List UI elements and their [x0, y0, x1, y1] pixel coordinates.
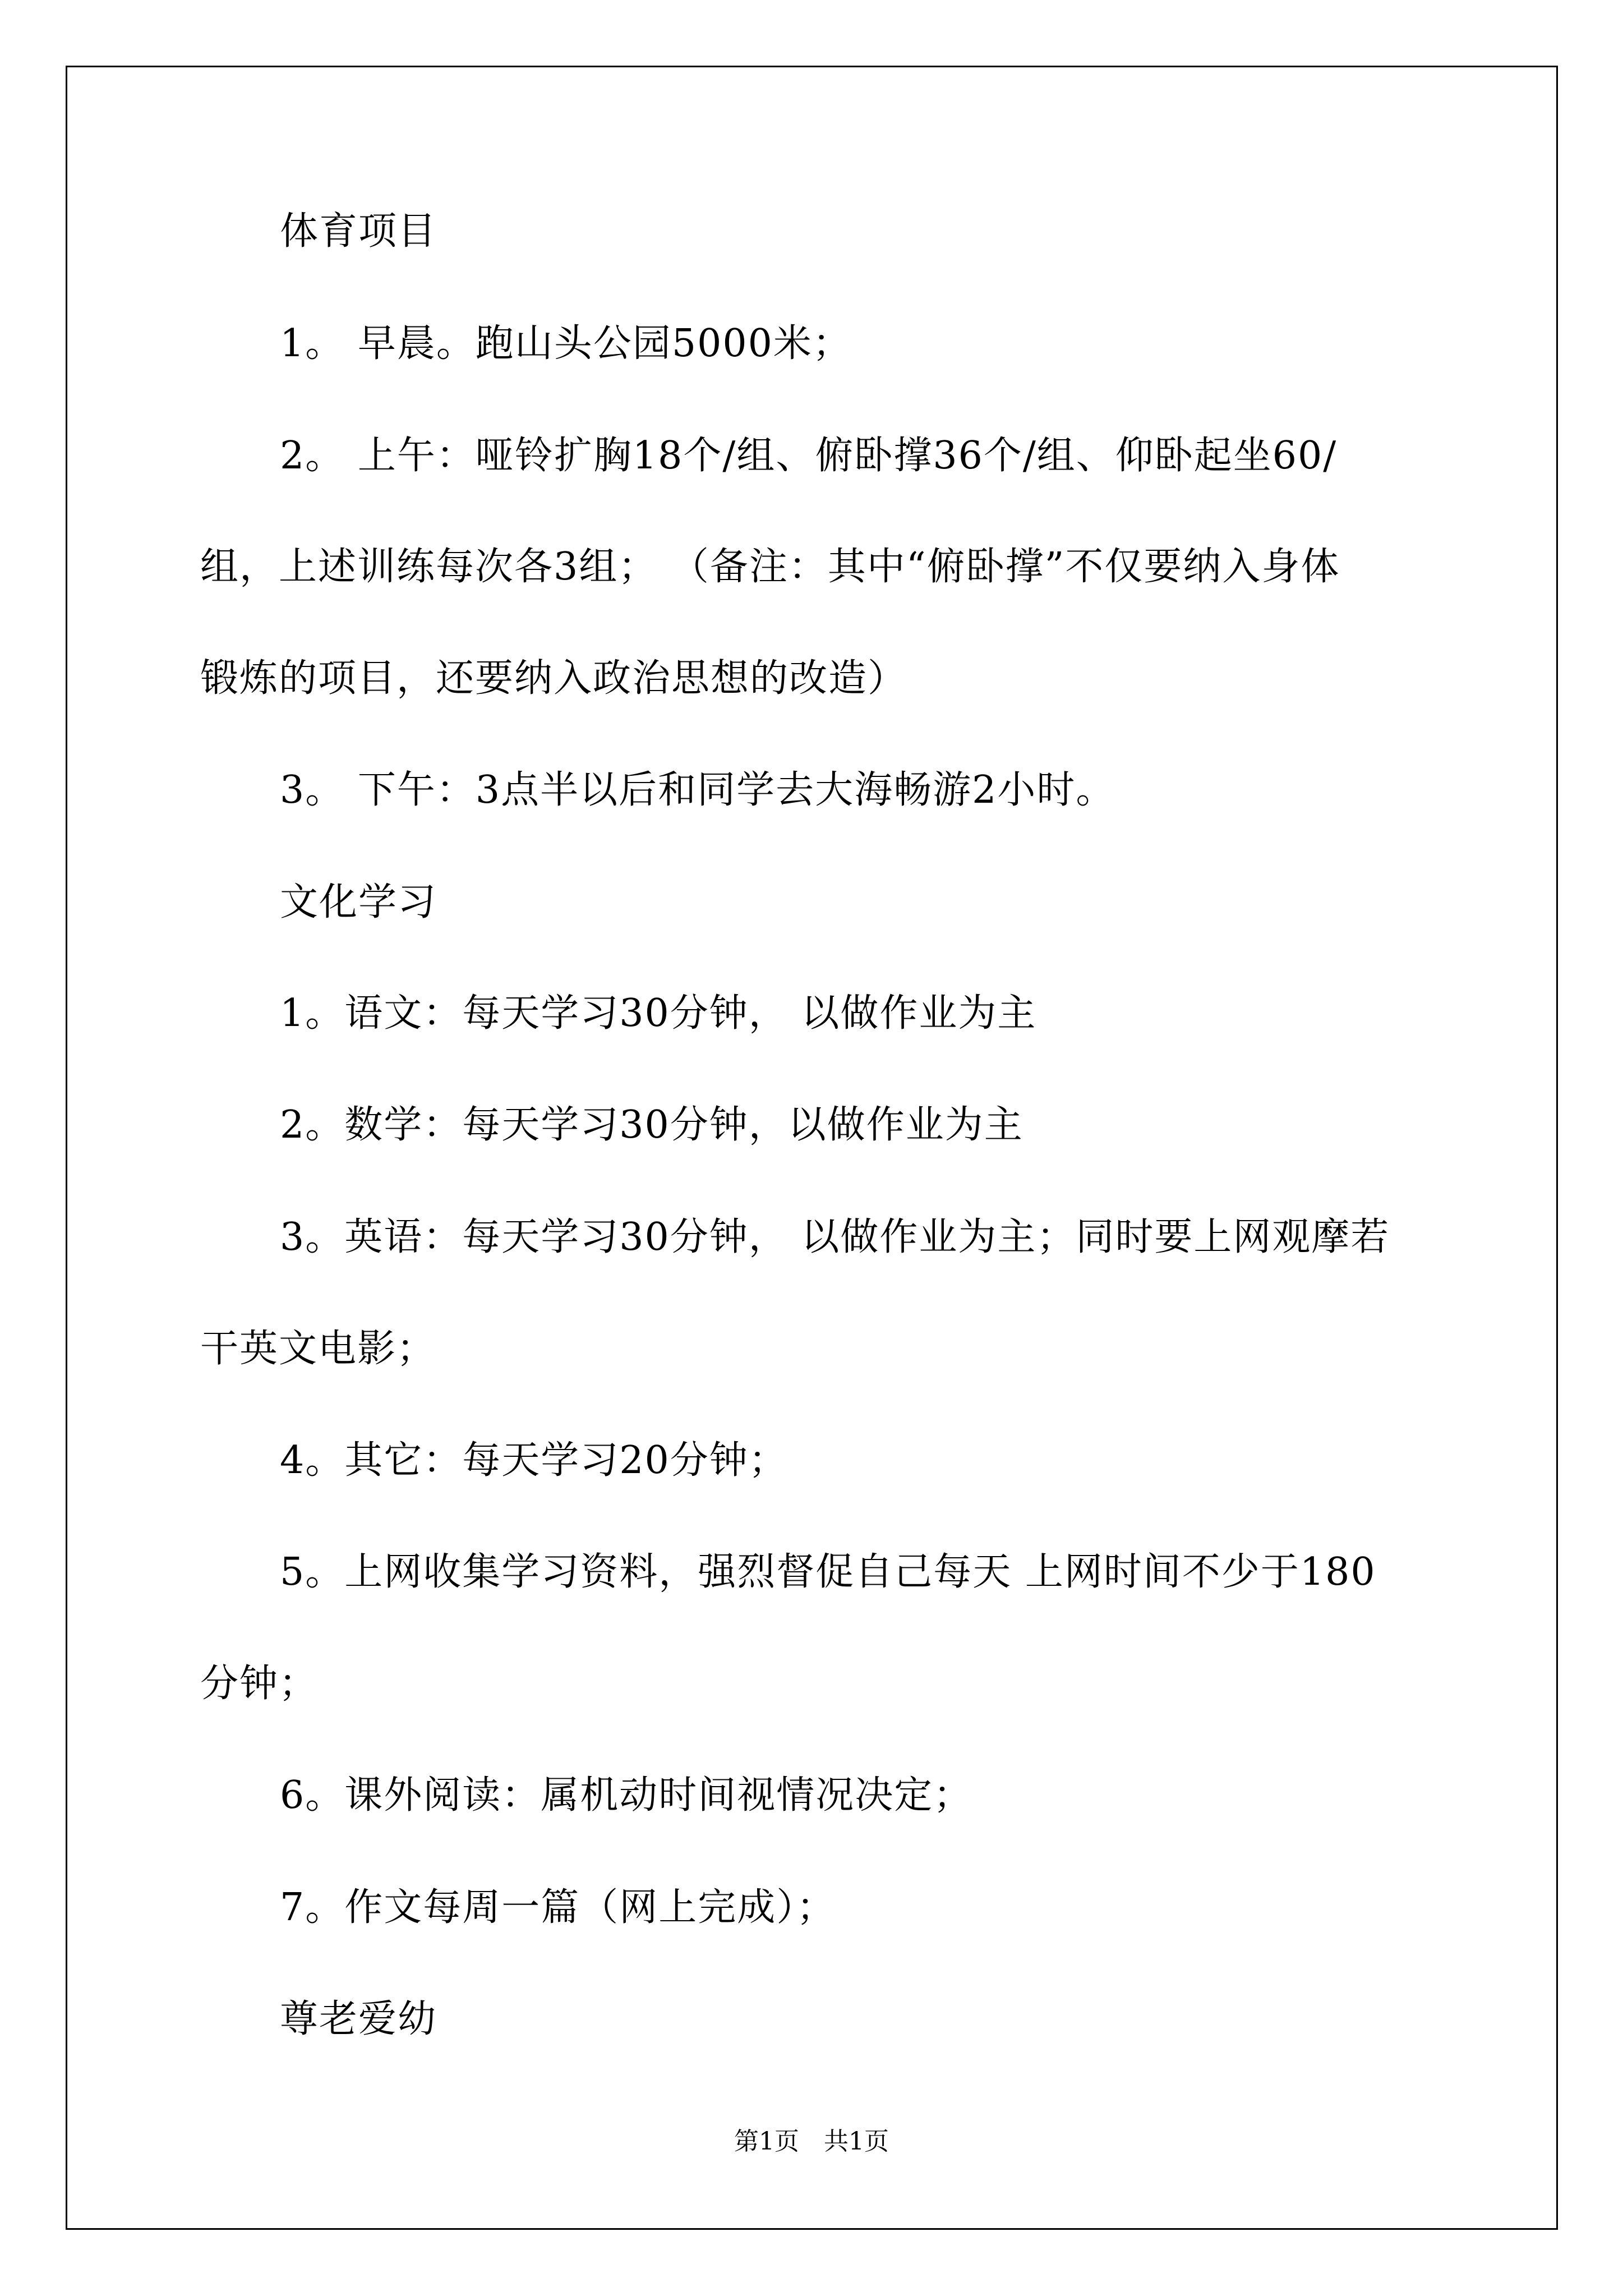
paragraph-line: 分钟； [200, 1662, 319, 1706]
paragraph-line: 7。作文每周一篇（网上完成）； [280, 1885, 836, 1930]
page-number-footer: 第1页 共1页 [734, 2127, 889, 2156]
paragraph-line: 1。语文：每天学习30分钟， 以做作业为主 [280, 991, 1037, 1036]
paragraph-line: 6。课外阅读：属机动时间视情况决定； [280, 1773, 973, 1818]
paragraph-line: 1。 早晨。跑山头公园5000米； [280, 321, 852, 366]
heading-respect: 尊老爱幼 [280, 1997, 437, 2041]
heading-sports: 体育项目 [280, 209, 437, 254]
paragraph-line: 干英文电影； [200, 1327, 436, 1371]
paragraph-line: 锻炼的项目，还要纳入政治思想的改造） [200, 656, 907, 701]
paragraph-line: 3。英语：每天学习30分钟， 以做作业为主；同时要上网观摩若 [280, 1215, 1390, 1259]
paragraph-line: 5。上网收集学习资料，强烈督促自己每天 上网时间不少于180 [280, 1550, 1376, 1594]
paragraph-line: 组，上述训练每次各3组； （备注：其中“俯卧撑”不仅要纳入身体 [200, 545, 1340, 589]
paragraph-line: 3。 下午：3点半以后和同学去大海畅游2小时。 [280, 768, 1115, 812]
paragraph-line: 2。数学：每天学习30分钟，以做作业为主 [280, 1103, 1023, 1147]
heading-culture: 文化学习 [280, 880, 437, 924]
paragraph-line: 2。 上午：哑铃扩胸18个/组、俯卧撑36个/组、仰卧起坐60/ [280, 434, 1338, 478]
paragraph-line: 4。其它：每天学习20分钟； [280, 1438, 788, 1483]
